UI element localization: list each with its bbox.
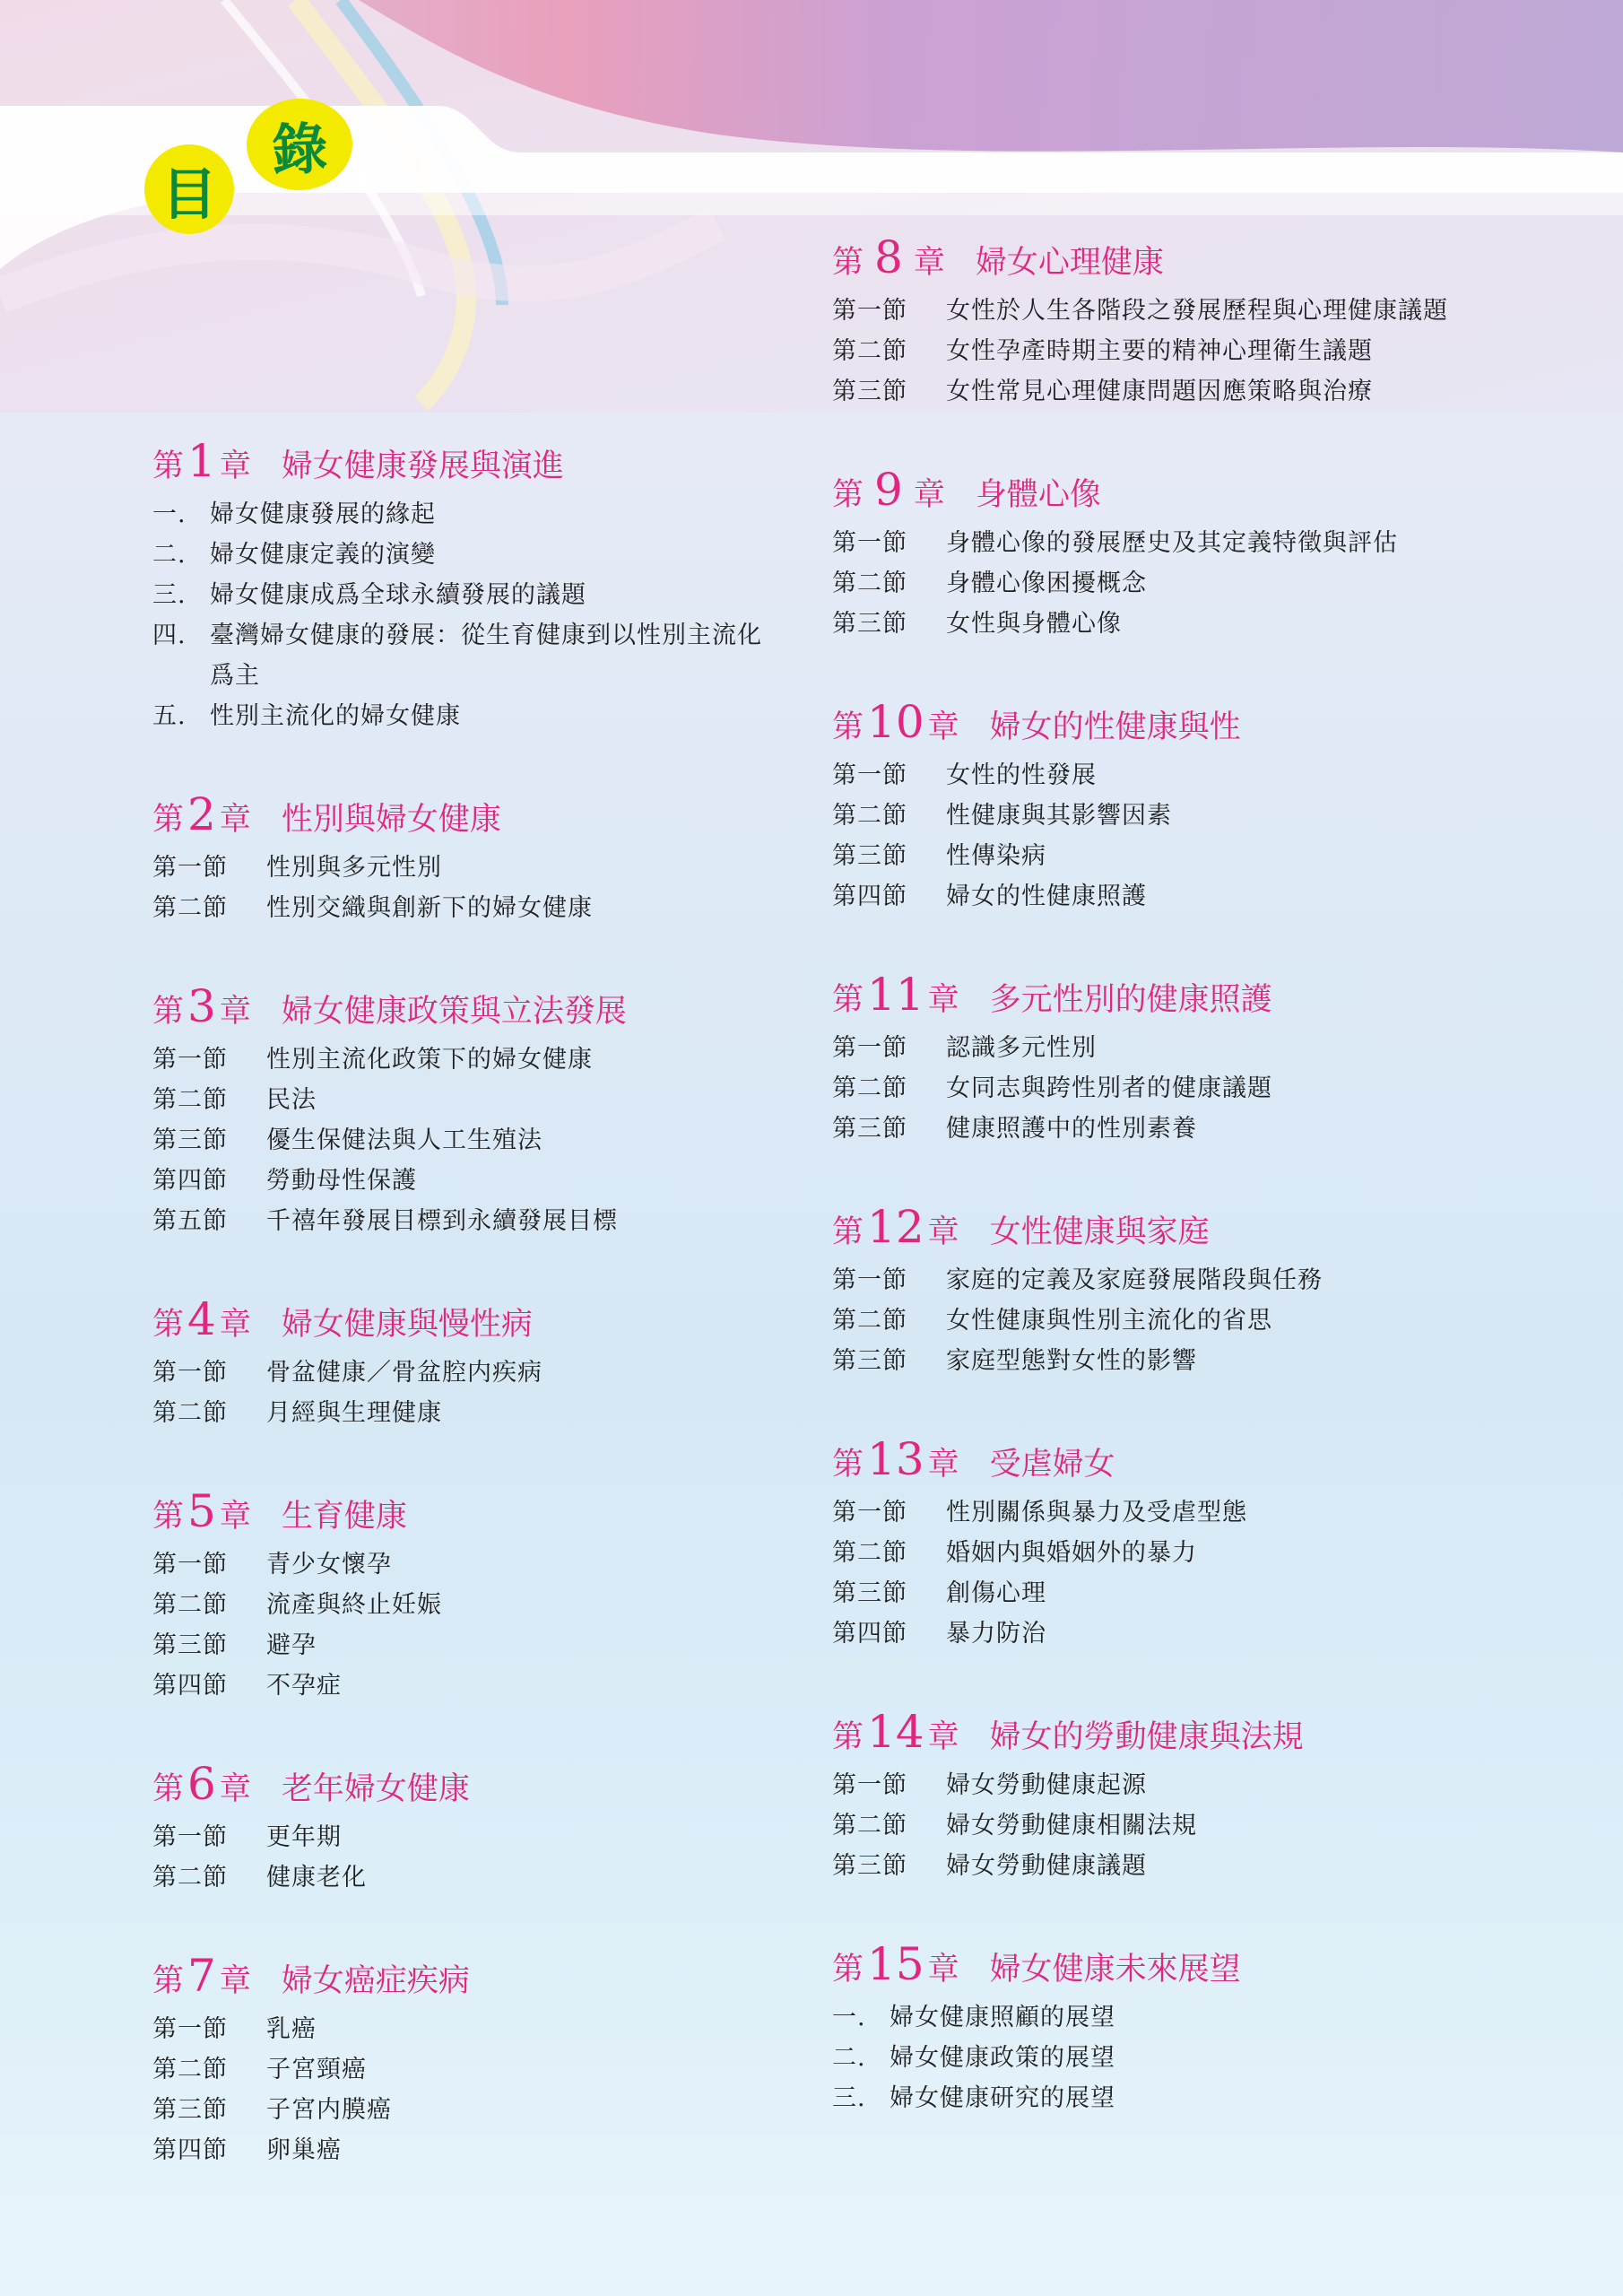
section-title: 卵巢癌: [266, 2136, 342, 2164]
chapter-number: 4: [187, 1293, 216, 1345]
section-label: 第一節: [152, 1359, 228, 1387]
section-label: 第二節: [152, 1591, 228, 1619]
section-title: 性別主流化政策下的婦女健康: [266, 1046, 593, 1074]
section-title: 婦女勞動健康起源: [946, 1771, 1147, 1799]
section-title: 婦女健康定義的演變: [210, 541, 436, 569]
section-label: 第三節: [152, 2096, 228, 2124]
chapter-number: 12: [867, 1201, 924, 1253]
section-label: 第一節: [832, 1771, 907, 1799]
section-title: 更年期: [266, 1823, 342, 1851]
section-label: 第三節: [832, 1115, 907, 1143]
section-label: 第四節: [832, 883, 907, 910]
section-list: [152, 494, 780, 736]
section-label: 第一節: [152, 1823, 228, 1851]
chapter-title: 婦女健康未來展望: [989, 1952, 1241, 1987]
section-list: [152, 1352, 780, 1433]
section-label: 第二節: [832, 1074, 907, 1102]
chapter-suffix: 章: [927, 1952, 959, 1987]
section-title: 勞動母性保護: [266, 1167, 417, 1195]
chapter-heading: [832, 231, 1532, 282]
chapter-number: 11: [867, 969, 924, 1021]
section-item: [832, 876, 1532, 917]
section-item: [832, 1846, 1532, 1886]
section-label: 第三節: [152, 1631, 228, 1659]
section-item: [152, 575, 780, 615]
section-label: 第一節: [152, 854, 228, 882]
chapter-prefix: 第: [152, 1499, 185, 1535]
section-title: 婦女勞動健康相關法規: [946, 1812, 1197, 1839]
section-title: 家庭型態對女性的影響: [946, 1347, 1197, 1375]
chapter-title: 性別與婦女健康: [281, 802, 501, 838]
section-label: 第三節: [832, 842, 907, 870]
section-label: 第四節: [152, 1672, 228, 1700]
toc-badge-lu: 錄: [245, 97, 353, 192]
section-title: 女性的性發展: [946, 761, 1097, 789]
section-title: 女性與身體心像: [946, 610, 1122, 638]
chapter-number: 5: [187, 1485, 216, 1537]
chapter-number: 14: [867, 1706, 924, 1758]
section-title: 家庭的定義及家庭發展階段與任務: [946, 1266, 1323, 1294]
chapter-heading: [152, 435, 780, 485]
section-item: [832, 2038, 1532, 2078]
chapter-block: [832, 1201, 1532, 1381]
section-title: 臺灣婦女健康的發展：從生育健康到以性別主流化爲主: [210, 622, 762, 690]
section-list: [832, 755, 1532, 917]
section-label: 第一節: [832, 761, 907, 789]
section-title: 乳癌: [266, 2015, 317, 2043]
chapter-suffix: 章: [927, 1719, 959, 1755]
item-numeral: 一.: [832, 2004, 866, 2031]
item-numeral: 五.: [152, 702, 187, 730]
chapter-prefix: 第: [152, 1771, 185, 1807]
section-title: 婦女勞動健康議題: [946, 1852, 1147, 1880]
section-title: 婦女健康成爲全球永續發展的議題: [210, 581, 586, 609]
section-item: [152, 2090, 780, 2130]
toc-badge-mu: 目: [144, 144, 234, 234]
section-title: 優生保健法與人工生殖法: [266, 1126, 542, 1154]
chapter-title: 婦女健康發展與演進: [281, 448, 564, 484]
section-title: 青少女懷孕: [266, 1551, 392, 1578]
chapter-heading: [152, 1485, 780, 1535]
section-item: [832, 2078, 1532, 2118]
chapter-title: 多元性別的健康照護: [989, 982, 1272, 1018]
section-label: 第一節: [832, 529, 907, 557]
chapter-heading: [832, 464, 1532, 514]
section-title: 性健康與其影響因素: [946, 802, 1172, 830]
chapter-number: 10: [867, 696, 924, 748]
chapter-block: [832, 1433, 1532, 1654]
section-item: [832, 1573, 1532, 1613]
section-list: [832, 291, 1532, 412]
item-numeral: 二.: [152, 541, 187, 569]
section-item: [832, 1492, 1532, 1533]
section-label: 第三節: [832, 1347, 907, 1375]
section-item: [832, 1109, 1532, 1149]
section-item: [152, 1857, 780, 1898]
section-item: [152, 1585, 780, 1625]
section-title: 婦女健康政策的展望: [890, 2044, 1115, 2072]
chapter-prefix: 第: [832, 1719, 864, 1755]
section-item: [832, 1997, 1532, 2038]
section-list: [152, 1039, 780, 1241]
section-title: 性傳染病: [946, 842, 1046, 870]
section-item: [832, 1068, 1532, 1109]
section-label: 第二節: [152, 2056, 228, 2083]
chapter-title: 婦女健康與慢性病: [281, 1307, 533, 1343]
section-title: 性別交織與創新下的婦女健康: [266, 894, 593, 922]
chapter-number: 6: [187, 1758, 216, 1810]
item-numeral: 三.: [152, 581, 187, 609]
section-item: [832, 836, 1532, 876]
section-label: 第二節: [832, 570, 907, 597]
section-title: 骨盆健康／骨盆腔内疾病: [266, 1359, 542, 1387]
chapter-heading: [152, 1950, 780, 2000]
section-list: [832, 1028, 1532, 1149]
chapter-block: [832, 1938, 1532, 2118]
section-title: 不孕症: [266, 1672, 342, 1700]
item-numeral: 一.: [152, 500, 187, 528]
chapter-title: 女性健康與家庭: [989, 1214, 1210, 1250]
section-item: [152, 1161, 780, 1201]
section-title: 認識多元性別: [946, 1034, 1097, 1062]
section-item: [152, 1625, 780, 1665]
section-title: 女性常見心理健康問題因應策略與治療: [946, 378, 1373, 405]
chapter-title: 婦女心理健康: [975, 245, 1164, 281]
chapter-number: 13: [867, 1433, 924, 1485]
section-item: [832, 604, 1532, 644]
section-title: 婦女的性健康照護: [946, 883, 1147, 910]
section-list: [152, 1817, 780, 1898]
section-item: [832, 755, 1532, 796]
chapter-suffix: 章: [219, 1307, 251, 1343]
section-title: 子宮内膜癌: [266, 2096, 392, 2124]
section-label: 第二節: [152, 894, 228, 922]
section-item: [832, 1260, 1532, 1300]
section-label: 第三節: [832, 610, 907, 638]
chapter-heading: [832, 1433, 1532, 1483]
section-label: 第三節: [832, 378, 907, 405]
section-title: 流產與終止妊娠: [266, 1591, 442, 1619]
section-title: 民法: [266, 1086, 317, 1114]
section-label: 第一節: [832, 1266, 907, 1294]
chapter-prefix: 第: [152, 1963, 185, 1999]
section-item: [832, 523, 1532, 563]
section-title: 性別關係與暴力及受虐型態: [946, 1499, 1247, 1526]
section-item: [832, 1805, 1532, 1846]
chapter-number: 1: [187, 435, 216, 487]
section-item: [832, 1533, 1532, 1573]
chapter-prefix: 第: [152, 802, 185, 838]
chapter-prefix: 第: [152, 994, 185, 1030]
chapter-prefix: 第: [832, 709, 864, 745]
section-title: 婦女健康發展的緣起: [210, 500, 436, 528]
item-numeral: 二.: [832, 2044, 866, 2072]
section-list: [152, 2009, 780, 2170]
chapter-title: 婦女癌症疾病: [281, 1963, 470, 1999]
chapter-number: 3: [187, 980, 216, 1032]
chapter-suffix: 章: [913, 477, 945, 513]
section-label: 第四節: [152, 2136, 228, 2164]
section-list: [832, 1492, 1532, 1654]
section-label: 第二節: [832, 802, 907, 830]
chapter-suffix: 章: [219, 994, 251, 1030]
chapter-block: [152, 1293, 780, 1433]
section-item: [152, 1665, 780, 1706]
section-label: 第二節: [832, 337, 907, 365]
section-title: 健康照護中的性別素養: [946, 1115, 1197, 1143]
section-label: 第三節: [152, 1126, 228, 1154]
section-label: 第二節: [152, 1864, 228, 1892]
section-item: [832, 1613, 1532, 1654]
section-list: [832, 523, 1532, 644]
section-title: 子宮頸癌: [266, 2056, 367, 2083]
section-label: 第二節: [152, 1086, 228, 1114]
chapter-heading: [152, 980, 780, 1031]
chapter-block: [832, 696, 1532, 917]
chapter-block: [152, 1950, 780, 2170]
chapter-heading: [832, 1706, 1532, 1756]
chapter-title: 老年婦女健康: [281, 1771, 470, 1807]
section-item: [152, 1120, 780, 1161]
section-title: 身體心像困擾概念: [946, 570, 1147, 597]
chapter-block: [152, 435, 780, 736]
chapter-prefix: 第: [832, 245, 864, 281]
chapter-suffix: 章: [927, 1214, 959, 1250]
chapter-suffix: 章: [219, 1963, 251, 1999]
section-title: 女同志與跨性別者的健康議題: [946, 1074, 1272, 1102]
section-title: 婚姻内與婚姻外的暴力: [946, 1539, 1197, 1567]
section-item: [832, 1028, 1532, 1068]
section-label: 第一節: [152, 2015, 228, 2043]
section-item: [152, 1544, 780, 1585]
chapter-suffix: 章: [219, 802, 251, 838]
chapter-block: [832, 231, 1532, 412]
chapter-suffix: 章: [913, 245, 945, 281]
section-title: 創傷心理: [946, 1579, 1046, 1607]
section-list: [832, 1765, 1532, 1886]
section-label: 第二節: [832, 1812, 907, 1839]
section-item: [832, 563, 1532, 604]
section-title: 健康老化: [266, 1864, 367, 1892]
chapter-prefix: 第: [152, 448, 185, 484]
item-numeral: 三.: [832, 2084, 866, 2112]
chapter-prefix: 第: [152, 1307, 185, 1343]
section-item: [152, 1817, 780, 1857]
section-title: 女性健康與性別主流化的省思: [946, 1307, 1272, 1335]
toc-left-column: [152, 435, 780, 2222]
section-title: 月經與生理健康: [266, 1399, 442, 1427]
section-title: 性別主流化的婦女健康: [210, 702, 461, 730]
section-title: 女性孕產時期主要的精神心理衛生議題: [946, 337, 1373, 365]
chapter-block: [152, 788, 780, 928]
section-item: [152, 1039, 780, 1080]
chapter-prefix: 第: [832, 1952, 864, 1987]
section-item: [152, 615, 780, 696]
chapter-number: 15: [867, 1938, 924, 1990]
section-list: [152, 848, 780, 928]
chapter-prefix: 第: [832, 982, 864, 1018]
chapter-suffix: 章: [219, 448, 251, 484]
section-item: [152, 2049, 780, 2090]
chapter-number: 2: [187, 788, 216, 840]
section-label: 第三節: [832, 1852, 907, 1880]
section-item: [832, 1300, 1532, 1341]
section-label: 第一節: [152, 1046, 228, 1074]
section-list: [832, 1260, 1532, 1381]
chapter-heading: [832, 696, 1532, 746]
section-item: [152, 1393, 780, 1433]
chapter-number: 8: [874, 231, 903, 283]
section-item: [152, 848, 780, 888]
section-item: [832, 291, 1532, 331]
chapter-suffix: 章: [219, 1499, 251, 1535]
section-title: 婦女健康照顧的展望: [890, 2004, 1115, 2031]
chapter-heading: [152, 1758, 780, 1808]
chapter-prefix: 第: [832, 1214, 864, 1250]
chapter-title: 婦女健康政策與立法發展: [281, 994, 627, 1030]
chapter-suffix: 章: [927, 1447, 959, 1483]
section-item: [832, 1341, 1532, 1381]
section-label: 第一節: [832, 297, 907, 325]
chapter-block: [832, 969, 1532, 1149]
chapter-suffix: 章: [219, 1771, 251, 1807]
section-label: 第四節: [832, 1620, 907, 1648]
section-list: [832, 1997, 1532, 2118]
chapter-heading: [832, 1201, 1532, 1251]
chapter-block: [152, 1485, 780, 1706]
section-item: [152, 2130, 780, 2170]
chapter-title: 受虐婦女: [989, 1447, 1115, 1483]
chapter-prefix: 第: [832, 477, 864, 513]
section-label: 第一節: [152, 1551, 228, 1578]
section-item: [832, 331, 1532, 371]
chapter-block: [152, 1758, 780, 1898]
chapter-title: 婦女的性健康與性: [989, 709, 1241, 745]
section-item: [832, 796, 1532, 836]
chapter-title: 身體心像: [975, 477, 1101, 513]
section-item: [152, 2009, 780, 2049]
section-label: 第一節: [832, 1499, 907, 1526]
section-label: 第四節: [152, 1167, 228, 1195]
chapter-title: 生育健康: [281, 1499, 407, 1535]
section-item: [152, 696, 780, 736]
chapter-suffix: 章: [927, 982, 959, 1018]
chapter-block: [832, 1706, 1532, 1886]
chapter-prefix: 第: [832, 1447, 864, 1483]
section-item: [152, 535, 780, 575]
chapter-heading: [152, 788, 780, 839]
section-title: 暴力防治: [946, 1620, 1046, 1648]
section-label: 第一節: [832, 1034, 907, 1062]
chapter-block: [832, 464, 1532, 644]
section-item: [832, 371, 1532, 412]
section-label: 第二節: [832, 1539, 907, 1567]
section-title: 女性於人生各階段之發展歷程與心理健康議題: [946, 297, 1448, 325]
chapter-title: 婦女的勞動健康與法規: [989, 1719, 1304, 1755]
section-item: [152, 1201, 780, 1241]
section-item: [832, 1765, 1532, 1805]
chapter-heading: [152, 1293, 780, 1344]
section-item: [152, 1080, 780, 1120]
section-item: [152, 494, 780, 535]
item-numeral: 四.: [152, 622, 187, 649]
section-item: [152, 888, 780, 928]
section-list: [152, 1544, 780, 1706]
toc-right-column: [832, 231, 1532, 2170]
section-label: 第二節: [832, 1307, 907, 1335]
section-title: 避孕: [266, 1631, 317, 1659]
section-label: 第二節: [152, 1399, 228, 1427]
section-label: 第三節: [832, 1579, 907, 1607]
chapter-suffix: 章: [927, 709, 959, 745]
section-title: 性別與多元性別: [266, 854, 442, 882]
chapter-heading: [832, 969, 1532, 1019]
chapter-number: 7: [187, 1950, 216, 2002]
section-title: 千禧年發展目標到永續發展目標: [266, 1207, 618, 1235]
chapter-number: 9: [874, 464, 903, 516]
section-label: 第五節: [152, 1207, 228, 1235]
section-item: [152, 1352, 780, 1393]
chapter-block: [152, 980, 780, 1241]
section-title: 婦女健康研究的展望: [890, 2084, 1115, 2112]
chapter-heading: [832, 1938, 1532, 1988]
section-title: 身體心像的發展歷史及其定義特徵與評估: [946, 529, 1398, 557]
